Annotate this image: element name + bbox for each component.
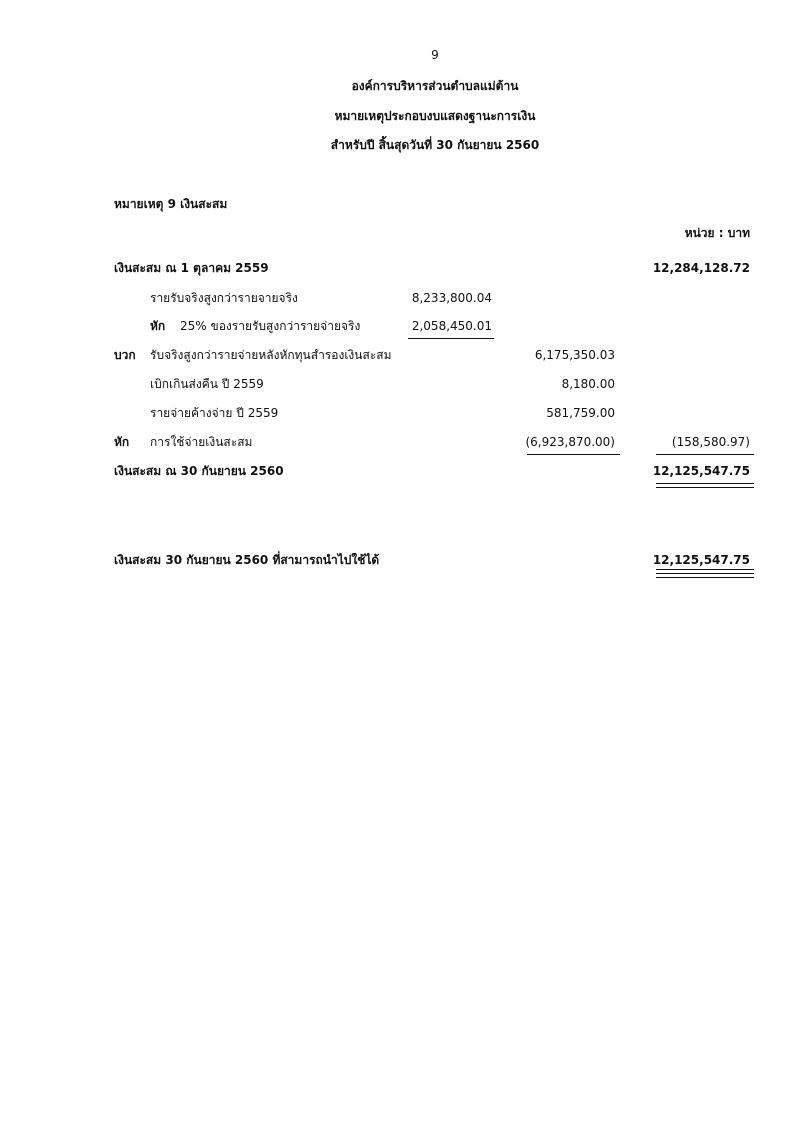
add-net-label: รับจริงสูงกว่ารายจ่ายหลังหักทุนสำรองเงินสะสม [150, 348, 392, 362]
accrued-label: รายจ่ายค้างจ่าย ปี 2559 [150, 406, 279, 420]
statement-period: สำหรับปี สิ้นสุดวันที่ 30 กันยายน 2560 [330, 138, 540, 152]
usage-rule [527, 454, 620, 455]
refund-amount: 8,180.00 [561, 377, 615, 391]
page-number: 9 [431, 48, 439, 62]
actual-income-label: รายรับจริงสูงกว่ารายจายจริง [150, 291, 298, 305]
opening-amount: 12,284,128.72 [652, 261, 750, 275]
usage-label: การใช้จ่ายเงินสะสม [150, 435, 253, 449]
deduct-25-label: 25% ของรายรับสูงกว่ารายจ่ายจริง [180, 319, 361, 333]
available-amount: 12,125,547.75 [652, 553, 750, 567]
closing-label: เงินสะสม ณ 30 กันยายน 2560 [114, 464, 284, 478]
deduct-25-prefix: หัก [150, 319, 166, 333]
note-title: หมายเหตุ 9 เงินสะสม [114, 197, 228, 211]
statement-subtitle: หมายเหตุประกอบงบแสดงฐานะการเงิน [334, 109, 536, 123]
actual-income-amount: 8,233,800.04 [411, 291, 492, 305]
usage-prefix: หัก [114, 435, 130, 449]
available-underline [656, 569, 754, 570]
opening-label: เงินสะสม ณ 1 ตุลาคม 2559 [114, 261, 269, 275]
subtotal-rule [408, 338, 494, 339]
org-name: องค์การบริหารส่วนตำบลแม่ต้าน [351, 79, 519, 93]
available-double-rule [656, 573, 754, 578]
deduct-25-amount: 2,058,450.01 [411, 319, 492, 333]
accrued-amount: 581,759.00 [546, 406, 615, 420]
closing-amount: 12,125,547.75 [652, 464, 750, 478]
add-net-amount: 6,175,350.03 [534, 348, 615, 362]
add-prefix: บวก [114, 348, 136, 362]
usage-amount: (6,923,870.00) [525, 435, 615, 449]
total-rule [656, 454, 754, 455]
usage-total: (158,580.97) [671, 435, 750, 449]
closing-double-rule [656, 483, 754, 488]
unit-label: หน่วย : บาท [684, 226, 750, 240]
available-label: เงินสะสม 30 กันยายน 2560 ที่สามารถนำไปใช้ได้ [114, 553, 380, 567]
refund-label: เบิกเกินส่งคืน ปี 2559 [150, 377, 264, 391]
